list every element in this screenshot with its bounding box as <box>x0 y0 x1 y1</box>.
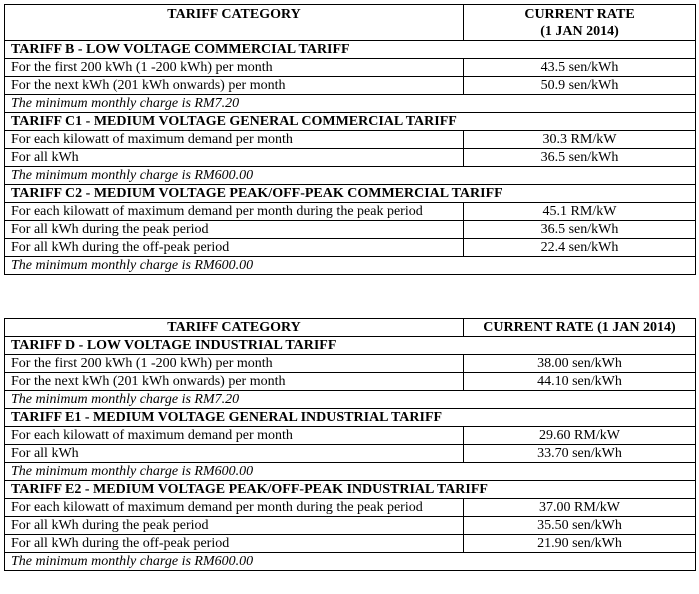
tariff-rate-row <box>5 517 696 535</box>
minimum-charge-row <box>5 167 696 185</box>
tariff-rate-row <box>5 427 696 445</box>
tariff-rate-row <box>5 221 696 239</box>
rate-value: 22.4 sen/kWh <box>464 239 696 257</box>
tariff-category-row <box>5 409 696 427</box>
rate-description: For all kWh during the peak period <box>5 221 464 239</box>
tariff-rate-row <box>5 239 696 257</box>
rate-description: For all kWh <box>5 445 464 463</box>
rate-description: For all kWh during the off-peak period <box>5 535 464 553</box>
minimum-charge-row <box>5 257 696 275</box>
rate-value: 35.50 sen/kWh <box>464 517 696 535</box>
rate-description: For the next kWh (201 kWh onwards) per month <box>5 77 464 95</box>
rate-description: For the first 200 kWh (1 -200 kWh) per month <box>5 59 464 77</box>
tariff-rate-row <box>5 149 696 167</box>
tariff-title: TARIFF B - LOW VOLTAGE COMMERCIAL TARIFF <box>5 41 696 59</box>
rate-description: For the first 200 kWh (1 -200 kWh) per month <box>5 355 464 373</box>
rate-value: 37.00 RM/kW <box>464 499 696 517</box>
commercial-header-category: TARIFF CATEGORY <box>5 5 464 41</box>
tariff-rate-row <box>5 373 696 391</box>
tariff-category-row <box>5 337 696 355</box>
tariff-rate-row <box>5 59 696 77</box>
industrial-header-row <box>5 319 696 337</box>
minimum-charge-note: The minimum monthly charge is RM7.20 <box>5 95 696 113</box>
tariff-rate-row <box>5 445 696 463</box>
rate-description: For each kilowatt of maximum demand per month <box>5 131 464 149</box>
minimum-charge-row <box>5 463 696 481</box>
rate-description: For each kilowatt of maximum demand per month during the peak period <box>5 499 464 517</box>
rate-description: For all kWh during the off-peak period <box>5 239 464 257</box>
rate-value: 38.00 sen/kWh <box>464 355 696 373</box>
tariff-title: TARIFF C1 - MEDIUM VOLTAGE GENERAL COMMERCIAL TARIFF <box>5 113 696 131</box>
rate-value: 44.10 sen/kWh <box>464 373 696 391</box>
tariff-category-row <box>5 113 696 131</box>
industrial-header-category: TARIFF CATEGORY <box>5 319 464 337</box>
tariff-title: TARIFF D - LOW VOLTAGE INDUSTRIAL TARIFF <box>5 337 696 355</box>
tariff-title: TARIFF E1 - MEDIUM VOLTAGE GENERAL INDUSTRIAL TARIFF <box>5 409 696 427</box>
commercial-tariff-table <box>4 4 696 275</box>
rate-description: For all kWh <box>5 149 464 167</box>
minimum-charge-row <box>5 391 696 409</box>
minimum-charge-row <box>5 553 696 571</box>
rate-value: 45.1 RM/kW <box>464 203 696 221</box>
minimum-charge-note: The minimum monthly charge is RM600.00 <box>5 167 696 185</box>
tariff-rate-row <box>5 355 696 373</box>
minimum-charge-row <box>5 95 696 113</box>
minimum-charge-note: The minimum monthly charge is RM7.20 <box>5 391 696 409</box>
rate-value: 29.60 RM/kW <box>464 427 696 445</box>
rate-value: 21.90 sen/kWh <box>464 535 696 553</box>
rate-value: 43.5 sen/kWh <box>464 59 696 77</box>
commercial-header-rate-line1: CURRENT RATE <box>524 7 635 22</box>
minimum-charge-note: The minimum monthly charge is RM600.00 <box>5 553 696 571</box>
tariff-rate-row <box>5 131 696 149</box>
tariff-rate-row <box>5 535 696 553</box>
tariff-category-row <box>5 41 696 59</box>
tariff-rate-row <box>5 499 696 517</box>
rate-description: For the next kWh (201 kWh onwards) per month <box>5 373 464 391</box>
rate-value: 30.3 RM/kW <box>464 131 696 149</box>
tariff-category-row <box>5 481 696 499</box>
commercial-header-row <box>5 5 696 41</box>
rate-description: For each kilowatt of maximum demand per month during the peak period <box>5 203 464 221</box>
rate-value: 33.70 sen/kWh <box>464 445 696 463</box>
rate-description: For each kilowatt of maximum demand per month <box>5 427 464 445</box>
tariff-rate-row <box>5 203 696 221</box>
tariff-rate-row <box>5 77 696 95</box>
tariff-category-row <box>5 185 696 203</box>
rate-description: For all kWh during the peak period <box>5 517 464 535</box>
rate-value: 36.5 sen/kWh <box>464 149 696 167</box>
tariff-title: TARIFF E2 - MEDIUM VOLTAGE PEAK/OFF-PEAK INDUSTRIAL TARIFF <box>5 481 696 499</box>
rate-value: 50.9 sen/kWh <box>464 77 696 95</box>
industrial-tariff-table <box>4 318 696 571</box>
minimum-charge-note: The minimum monthly charge is RM600.00 <box>5 463 696 481</box>
minimum-charge-note: The minimum monthly charge is RM600.00 <box>5 257 696 275</box>
commercial-header-rate-line2: (1 JAN 2014) <box>540 24 619 39</box>
rate-value: 36.5 sen/kWh <box>464 221 696 239</box>
industrial-header-rate: CURRENT RATE (1 JAN 2014) <box>464 319 696 337</box>
commercial-header-rate <box>464 5 696 41</box>
tariff-title: TARIFF C2 - MEDIUM VOLTAGE PEAK/OFF-PEAK COMMERCIAL TARIFF <box>5 185 696 203</box>
